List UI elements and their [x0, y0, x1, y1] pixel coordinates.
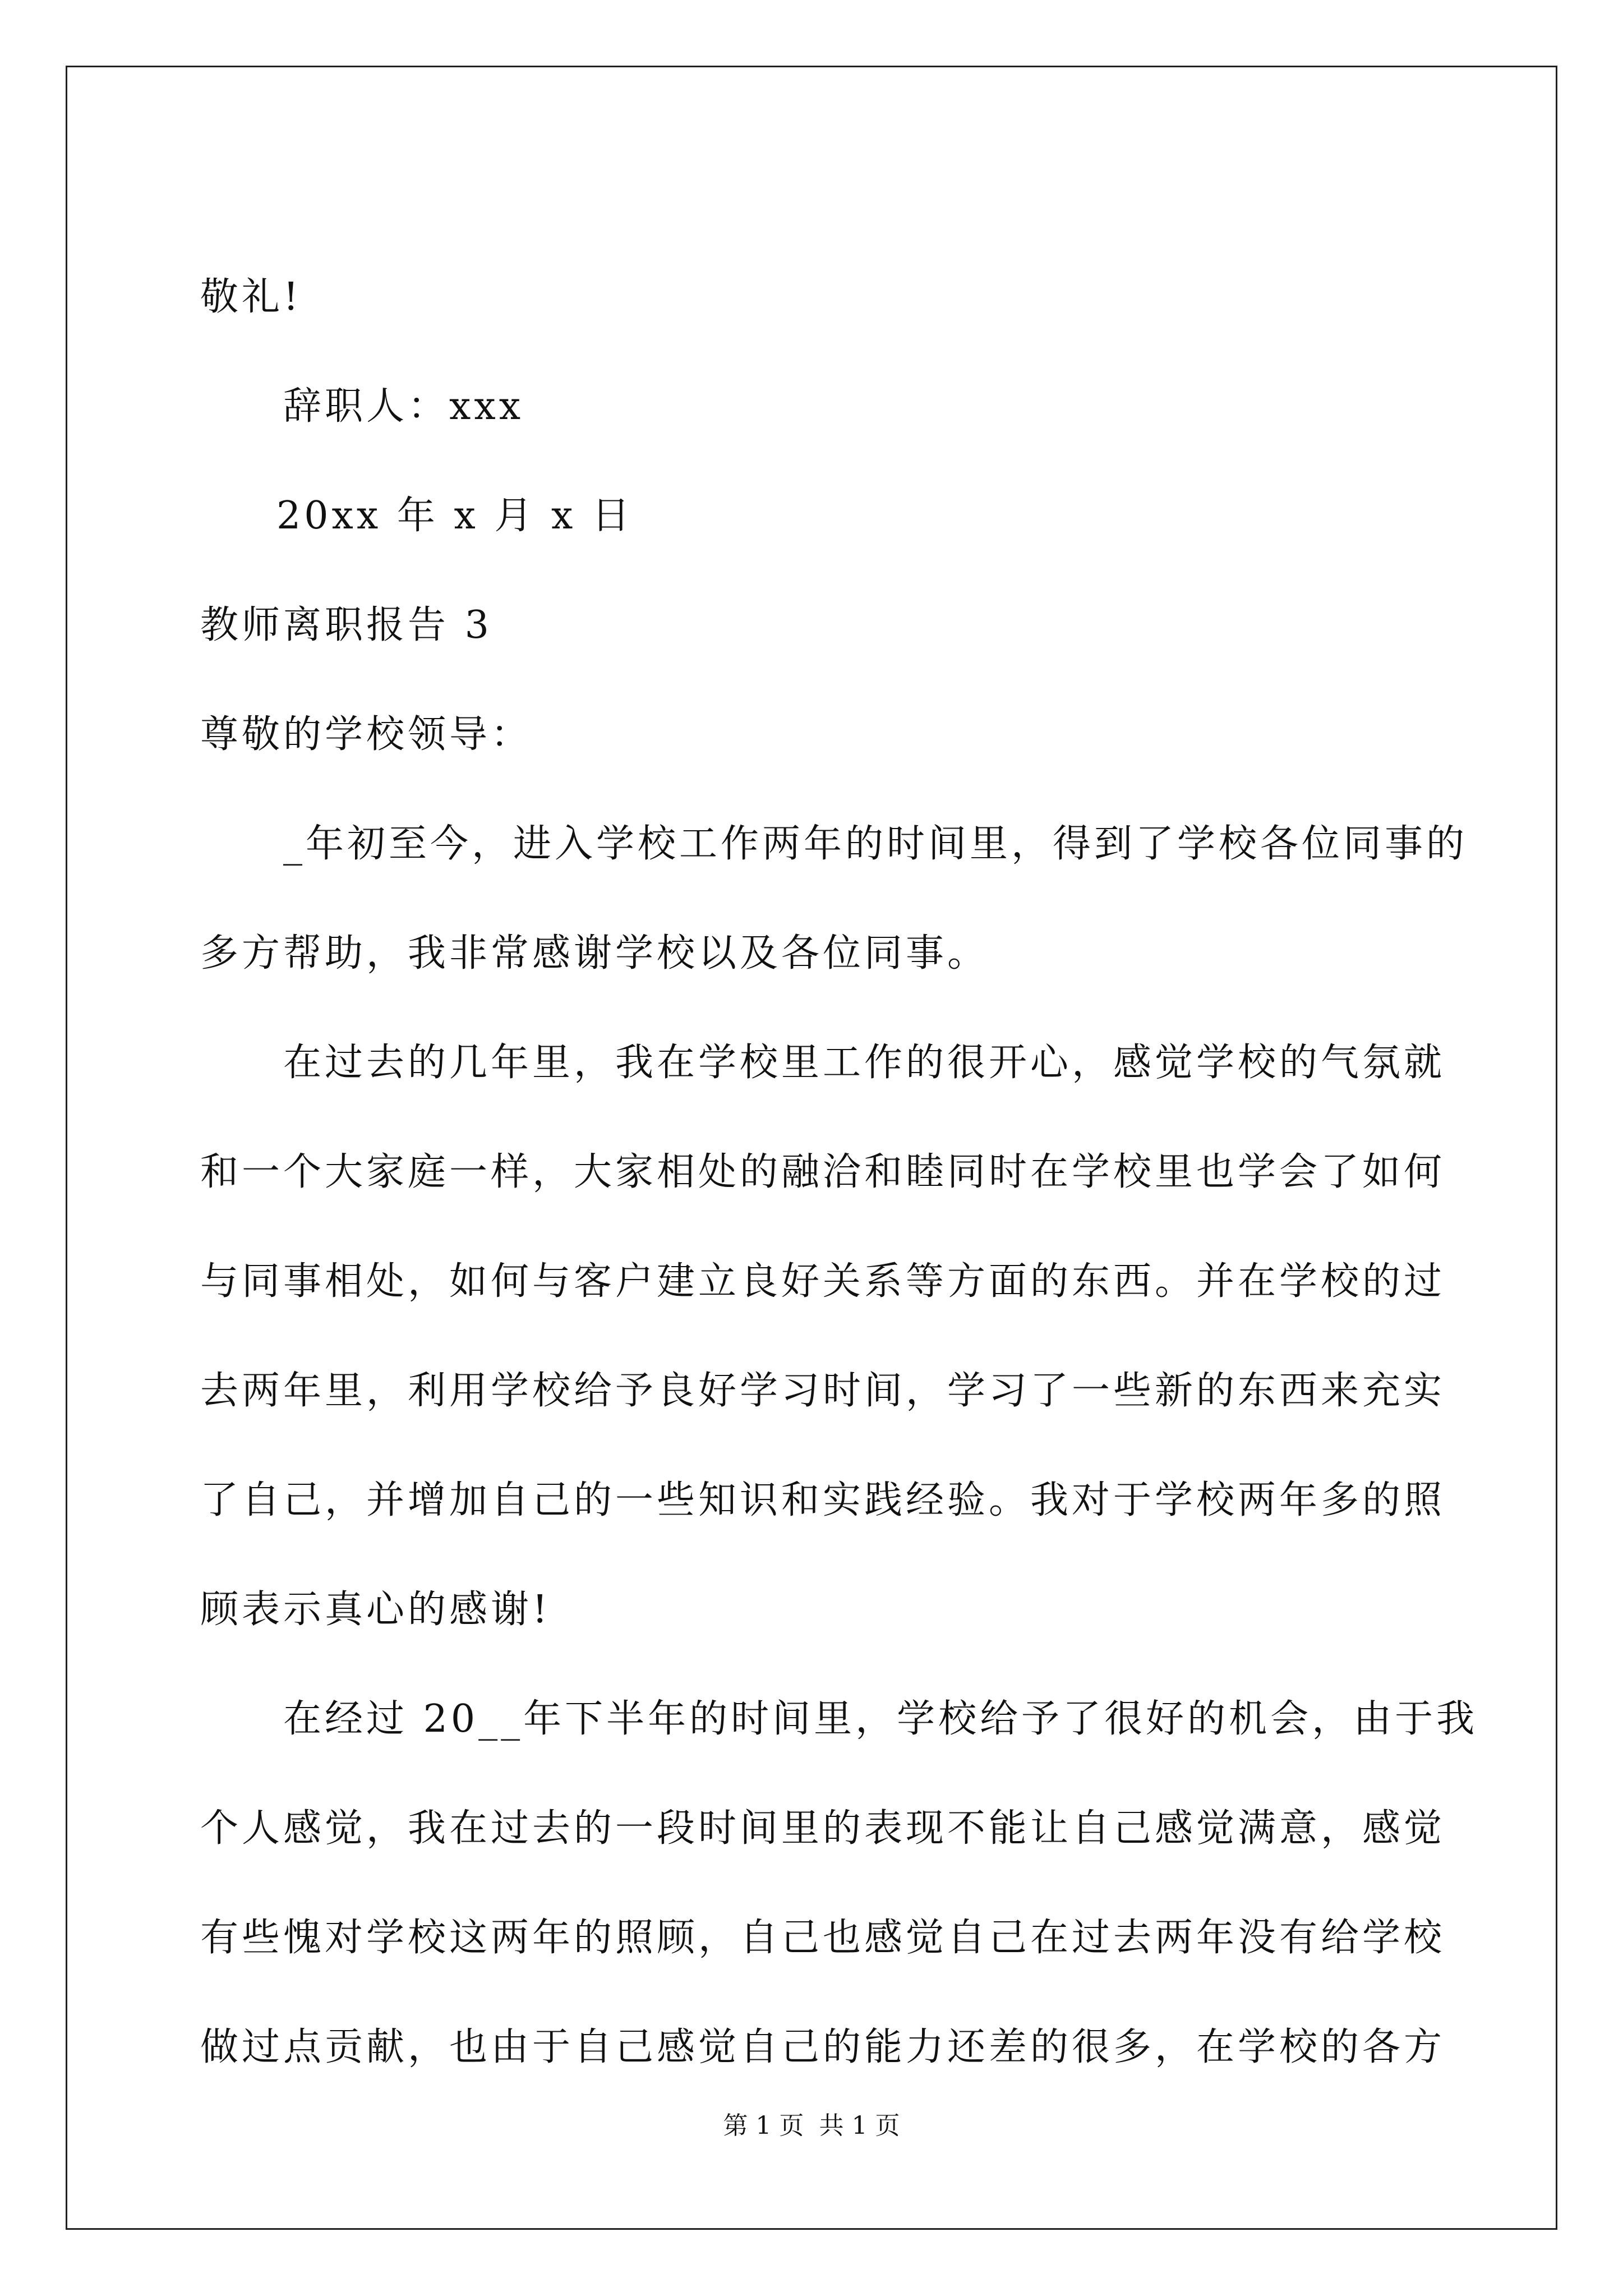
paragraph-line: 了自己，并增加自己的一些知识和实践经验。我对于学校两年多的照 [200, 1478, 1446, 1522]
closing-salutation: 敬礼! [200, 275, 302, 319]
paragraph-line: _年初至今，进入学校工作两年的时间里，得到了学校各位同事的 [283, 822, 1468, 866]
date-line: 20xx 年 x 月 x 日 [276, 494, 634, 538]
paragraph-line: 有些愧对学校这两年的照顾，自己也感觉自己在过去两年没有给学校 [200, 1916, 1446, 1960]
page-footer [67, 2109, 1556, 2143]
letter-salutation: 尊敬的学校领导： [200, 712, 533, 757]
paragraph-line: 个人感觉，我在过去的一段时间里的表现不能让自己感觉满意，感觉 [200, 1806, 1446, 1851]
signatory-line: 辞职人：xxx [283, 384, 524, 429]
paragraph-line: 多方帮助，我非常感谢学校以及各位同事。 [200, 931, 989, 976]
page-number: 第 1 页 [723, 2111, 804, 2140]
paragraph-line: 顾表示真心的感谢! [200, 1588, 551, 1632]
paragraph-line: 在过去的几年里，我在学校里工作的很开心，感觉学校的气氛就 [283, 1041, 1446, 1085]
paragraph-line: 在经过 20__年下半年的时间里，学校给予了很好的机会，由于我 [283, 1697, 1478, 1741]
paragraph-line: 与同事相处，如何与客户建立良好关系等方面的东西。并在学校的过 [200, 1259, 1446, 1304]
page-total: 共 1 页 [819, 2111, 900, 2140]
paragraph-line: 和一个大家庭一样，大家相处的融洽和睦同时在学校里也学会了如何 [200, 1150, 1446, 1194]
section-heading: 教师离职报告 3 [200, 603, 492, 647]
paragraph-line: 去两年里，利用学校给予良好学习时间，学习了一些新的东西来充实 [200, 1369, 1446, 1413]
page-frame [66, 66, 1557, 2230]
paragraph-line: 做过点贡献，也由于自己感觉自己的能力还差的很多，在学校的各方 [200, 2025, 1446, 2069]
